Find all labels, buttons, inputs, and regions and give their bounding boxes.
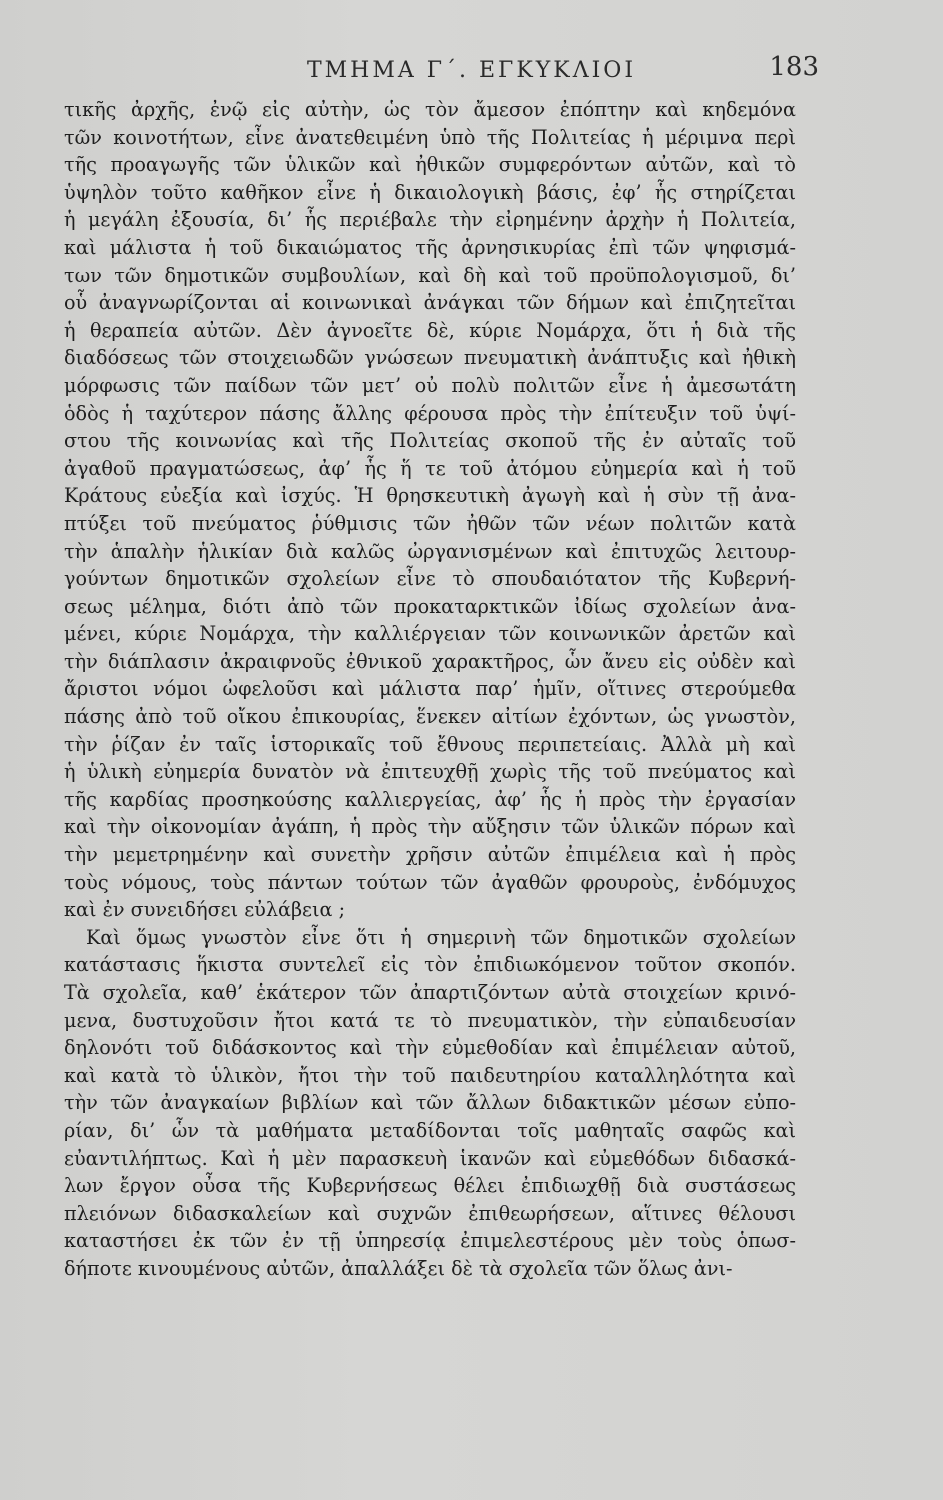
text-line: πτύξει τοῦ πνεύματος ῥύθμισις τῶν ἠθῶν τῶν νέων πολιτῶν κατὰ (64, 511, 796, 535)
text-line: λων ἔργον οὖσα τῆς Κυβερνήσεως θέλει ἐπιδιωχθῇ διὰ συστάσεως (64, 1174, 796, 1198)
text-line: ἡ ὑλικὴ εὐημερία δυνατὸν νὰ ἐπιτευχθῇ χωρὶς τῆς τοῦ πνεύματος καὶ (64, 760, 796, 784)
text-line: σεως μέλημα, διότι ἀπὸ τῶν προκαταρκτικῶν ἰδίως σχολείων ἀνα- (64, 594, 796, 618)
text-line: πλειόνων διδασκαλείων καὶ συχνῶν ἐπιθεωρήσεων, αἵτινες θέλουσι (64, 1201, 796, 1225)
text-line: ρίαν, δι’ ὧν τὰ μαθήματα μεταδίδονται τοῖς μαθηταῖς σαφῶς καὶ (64, 1118, 796, 1142)
paragraph-2 (64, 924, 796, 1283)
text-line: ἀγαθοῦ πραγματώσεως, ἀφ’ ἧς ἥ τε τοῦ ἀτόμου εὐημερία καὶ ἡ τοῦ (64, 456, 796, 480)
text-line: ἡ μεγάλη ἐξουσία, δι’ ἧς περιέβαλε τὴν εἰρημένην ἀρχὴν ἡ Πολιτεία, (64, 208, 796, 232)
text-line: τῶν κοινοτήτων, εἶνε ἀνατεθειμένη ὑπὸ τῆς Πολιτείας ἡ μέριμνα περὶ (64, 125, 796, 149)
text-line: καὶ τὴν οἰκονομίαν ἀγάπη, ἡ πρὸς τὴν αὔξησιν τῶν ὑλικῶν πόρων καὶ (64, 815, 796, 839)
text-line: πάσης ἀπὸ τοῦ οἴκου ἐπικουρίας, ἕνεκεν αἰτίων ἐχόντων, ὡς γνωστὸν, (64, 705, 796, 729)
text-line: ἄριστοι νόμοι ὠφελοῦσι καὶ μάλιστα παρ’ ἡμῖν, οἵτινες στερούμεθα (64, 677, 796, 701)
text-line: καὶ μάλιστα ἡ τοῦ δικαιώματος τῆς ἀρνησικυρίας ἐπὶ τῶν ψηφισμά- (64, 235, 796, 259)
text-line: καὶ κατὰ τὸ ὑλικὸν, ἤτοι τὴν τοῦ παιδευτηρίου καταλληλότητα καὶ (64, 1063, 796, 1087)
text-line: τῆς προαγωγῆς τῶν ὑλικῶν καὶ ἠθικῶν συμφερόντων αὐτῶν, καὶ τὸ (64, 153, 796, 177)
text-line: γούντων δημοτικῶν σχολείων εἶνε τὸ σπουδαιότατον τῆς Κυβερνή- (64, 567, 796, 591)
text-line: καταστήσει ἐκ τῶν ἐν τῇ ὑπηρεσίᾳ ἐπιμελεστέρους μὲν τοὺς ὁπωσ- (64, 1229, 796, 1253)
text-line: ὑψηλὸν τοῦτο καθῆκον εἶνε ἡ δικαιολογικὴ βάσις, ἐφ’ ἧς στηρίζεται (64, 180, 796, 204)
body-text (64, 96, 796, 1283)
text-line: τικῆς ἀρχῆς, ἐνῷ εἰς αὐτὴν, ὡς τὸν ἄμεσον ἐπόπτην καὶ κηδεμόνα (64, 98, 796, 121)
text-line: τὴν ῥίζαν ἐν ταῖς ἱστορικαῖς τοῦ ἔθνους περιπετείαις. Ἀλλὰ μὴ καὶ (64, 732, 796, 756)
page-number: 183 (769, 52, 819, 82)
text-line: δήποτε κινουμένους αὐτῶν, ἀπαλλάξει δὲ τὰ σχολεῖα τῶν ὅλως ἀνι- (64, 1256, 733, 1280)
text-line: τοὺς νόμους, τοὺς πάντων τούτων τῶν ἀγαθῶν φρουροὺς, ἐνδόμυχος (64, 870, 796, 894)
text-line: οὗ ἀναγνωρίζονται αἱ κοινωνικαὶ ἀνάγκαι τῶν δήμων καὶ ἐπιζητεῖται (64, 291, 796, 315)
text-line: καὶ ἐν συνειδήσει εὐλάβεια ; (64, 898, 346, 922)
text-line: κατάστασις ἥκιστα συντελεῖ εἰς τὸν ἐπιδιωκόμενον τοῦτον σκοπόν. (64, 953, 796, 977)
text-line: τῆς καρδίας προσηκούσης καλλιεργείας, ἀφ’ ἧς ἡ πρὸς τὴν ἐργασίαν (64, 787, 796, 811)
text-line: μενα, δυστυχοῦσιν ἤτοι κατά τε τὸ πνευματικὸν, τὴν εὐπαιδευσίαν (64, 1008, 796, 1032)
text-line: ὁδὸς ἡ ταχύτερον πάσης ἄλλης φέρουσα πρὸς τὴν ἐπίτευξιν τοῦ ὑψί- (64, 401, 796, 425)
text-line: μένει, κύριε Νομάρχα, τὴν καλλιέργειαν τῶν κοινωνικῶν ἀρετῶν καὶ (64, 622, 796, 646)
text-line: τὴν διάπλασιν ἀκραιφνοῦς ἐθνικοῦ χαρακτῆρος, ὧν ἄνευ εἰς οὐδὲν καὶ (64, 649, 796, 673)
page-header (0, 52, 943, 92)
text-line: Τὰ σχολεῖα, καθ’ ἑκάτερον τῶν ἀπαρτιζόντων αὐτὰ στοιχείων κρινό- (64, 981, 796, 1004)
text-line: Καὶ ὅμως γνωστὸν εἶνε ὅτι ἡ σημερινὴ τῶν δημοτικῶν σχολείων (86, 925, 796, 949)
text-line: εὐαντιλήπτως. Καὶ ἡ μὲν παρασκευὴ ἱκανῶν καὶ εὐμεθόδων διδασκά- (64, 1146, 796, 1170)
text-line: τὴν τῶν ἀναγκαίων βιβλίων καὶ τῶν ἄλλων διδακτικῶν μέσων εὐπο- (64, 1091, 796, 1115)
text-line: ἡ θεραπεία αὐτῶν. Δὲν ἀγνοεῖτε δὲ, κύριε Νομάρχα, ὅτι ἡ διὰ τῆς (64, 318, 796, 342)
running-title: ΤΜΗΜΑ Γ΄. ΕΓΚΥΚΛΙΟΙ (306, 58, 637, 83)
text-line: τὴν ἁπαλὴν ἡλικίαν διὰ καλῶς ὠργανισμένων καὶ ἐπιτυχῶς λειτουρ- (64, 539, 796, 563)
text-line: στου τῆς κοινωνίας καὶ τῆς Πολιτείας σκοποῦ τῆς ἐν αὐταῖς τοῦ (64, 429, 796, 453)
text-line: διαδόσεως τῶν στοιχειωδῶν γνώσεων πνευματικὴ ἀνάπτυξις καὶ ἠθικὴ (64, 346, 796, 370)
text-line: τὴν μεμετρημένην καὶ συνετὴν χρῆσιν αὐτῶν ἐπιμέλεια καὶ ἡ πρὸς (64, 843, 796, 867)
paragraph-1 (64, 96, 796, 924)
text-line: Κράτους εὐεξία καὶ ἰσχύς. Ἡ θρησκευτικὴ ἀγωγὴ καὶ ἡ σὺν τῇ ἀνα- (64, 484, 796, 508)
text-line: των τῶν δημοτικῶν συμβουλίων, καὶ δὴ καὶ τοῦ προϋπολογισμοῦ, δι’ (64, 263, 796, 287)
text-line: μόρφωσις τῶν παίδων τῶν μετ’ οὐ πολὺ πολιτῶν εἶνε ἡ ἀμεσωτάτη (64, 373, 796, 397)
text-line: δηλονότι τοῦ διδάσκοντος καὶ τὴν εὐμεθοδίαν καὶ ἐπιμέλειαν αὐτοῦ, (64, 1036, 796, 1060)
